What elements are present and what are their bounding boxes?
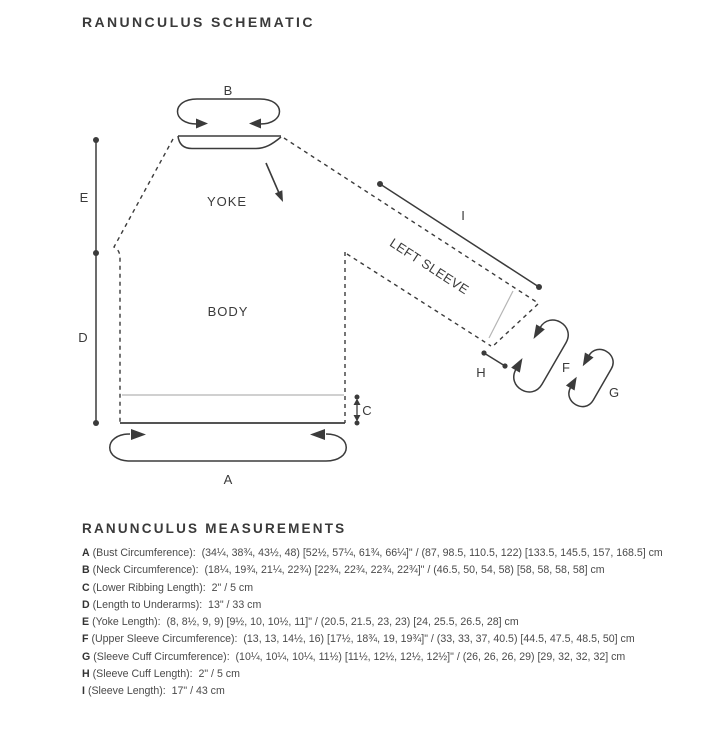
yoke-length-measure: [93, 137, 99, 426]
left-sleeve-label: LEFT SLEEVE: [387, 235, 472, 298]
label-D: D: [78, 330, 88, 345]
measure-letter: F: [82, 633, 89, 646]
arrow-icon: [566, 374, 581, 390]
measure-letter: C: [82, 581, 90, 594]
arrow-left-icon: [310, 429, 325, 440]
measurements-section: [82, 521, 702, 701]
measurement-line-e: [82, 614, 702, 631]
yoke-direction-arrow: [266, 163, 283, 202]
neck-band: [178, 136, 281, 149]
arrow-down-icon: [354, 415, 361, 422]
measure-letter: B: [82, 564, 90, 577]
schematic-title: RANUNCULUS SCHEMATIC: [82, 14, 315, 30]
measurement-line-f: [82, 631, 702, 648]
measurement-line-d: [82, 597, 702, 614]
measure-text: (Sleeve Length): 17" / 43 cm: [87, 685, 225, 698]
measure-text: (Bust Circumference): (34¼, 38¾, 43½, 48) [52½, 57¼, 61¾, 66¼]" / (87, 98.5, 110.5, 122) [133.5, 145.5, 157, 168.5] cm: [92, 547, 663, 559]
arrow-icon: [511, 356, 527, 373]
upper-sleeve-circumference-loop: [504, 312, 573, 397]
measure-text: (Neck Circumference): (18¼, 19¾, 21¼, 22¾) [22¾, 22¾, 22¾, 22¾]" / (46.5, 50, 54, 58) [58, 58, 58, 58] cm: [92, 564, 605, 577]
yoke-label: YOKE: [206, 194, 248, 209]
measurement-line-i: [82, 683, 702, 700]
measure-letter: I: [82, 685, 85, 698]
measure-letter: E: [82, 616, 90, 629]
label-E: E: [79, 190, 89, 205]
neck-circumference-loop: [178, 99, 280, 129]
arrow-icon: [529, 324, 545, 341]
label-I: I: [461, 208, 465, 223]
measure-text: (Sleeve Cuff Length): 2" / 5 cm: [92, 668, 240, 681]
measurement-line-c: [82, 580, 702, 597]
measurement-line-a: [82, 545, 702, 562]
arrow-icon: [578, 353, 593, 369]
yoke-right-and-sleeve-top-edge: [284, 138, 538, 303]
sleeve-length-measure: [377, 181, 542, 290]
measure-text: (Sleeve Cuff Circumference): (10¼, 10¼, 10¼, 11½) [11½, 12½, 12½, 12½]" / (26, 26, 26, 29) [29, 32, 32, 32] cm: [93, 650, 626, 663]
measure-letter: H: [82, 668, 90, 681]
label-G: G: [608, 385, 620, 400]
label-C: C: [362, 403, 372, 418]
label-F: F: [562, 360, 570, 375]
bust-circumference-loop: [110, 429, 347, 461]
measure-letter: A: [82, 547, 90, 559]
measurement-line-g: [82, 649, 702, 666]
measurement-line-h: [82, 666, 702, 683]
lower-ribbing-measure: [354, 395, 361, 426]
arrow-right-icon: [196, 119, 208, 129]
ribbing-lines: [122, 291, 513, 395]
measurement-line-b: [82, 562, 702, 579]
label-B: B: [223, 83, 233, 98]
yoke-left-and-body-left-edge: [114, 139, 173, 423]
measure-text: (Lower Ribbing Length): 2" / 5 cm: [92, 581, 254, 594]
measure-text: (Length to Underarms): 13" / 33 cm: [92, 598, 262, 611]
measurements-title: RANUNCULUS MEASUREMENTS: [82, 521, 347, 536]
arrow-right-icon: [131, 429, 146, 440]
cuff-ribbing-line: [489, 291, 513, 338]
sleeve-cuff-end-edge: [492, 304, 538, 347]
label-H: H: [476, 365, 486, 380]
arrow-up-icon: [354, 399, 361, 406]
arrow-left-icon: [249, 119, 261, 129]
measure-letter: G: [82, 650, 91, 663]
label-A: A: [223, 472, 233, 487]
garment-dashed-outline: [114, 138, 538, 423]
measure-text: (Upper Sleeve Circumference): (13, 13, 14½, 16) [17½, 18¾, 19, 19¾]" / (33, 33, 37, 40.5) [44.5, 47.5, 48.5, 50] cm: [91, 633, 635, 646]
body-label: BODY: [207, 304, 249, 319]
measure-text: (Yoke Length): (8, 8½, 9, 9) [9½, 10, 10½, 11]" / (20.5, 21.5, 23, 23) [24, 25.5, 26.5, 28] cm: [92, 616, 519, 629]
cuff-circumference-loop: [560, 342, 618, 411]
measure-letter: D: [82, 598, 90, 611]
